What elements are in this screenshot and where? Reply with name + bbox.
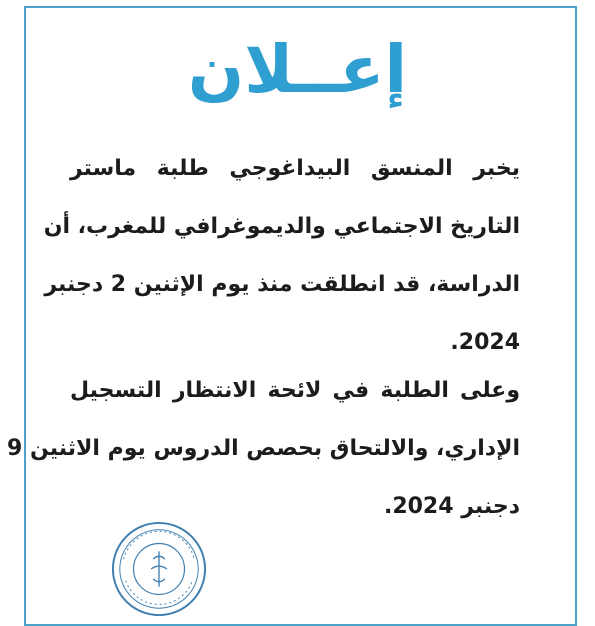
- paragraph-start-of-studies: [43, 140, 520, 372]
- institution-seal-icon: [110, 520, 208, 618]
- text-line: دجنبر 2024.: [383, 494, 520, 519]
- text-line: وعلى الطلبة في لائحة الانتظار التسجيل: [70, 378, 520, 403]
- text-line: يخبر المنسق البيداغوجي طلبة ماستر: [70, 156, 520, 181]
- text-line: الإداري، والالتحاق بحصص الدروس يوم الاثنين 9: [7, 436, 520, 461]
- announcement-title: إعــلان: [187, 31, 408, 108]
- text-line: الدراسة، قد انطلقت منذ يوم الإثنين 2 دجنبر: [44, 272, 520, 297]
- paragraph-waiting-list: [7, 362, 520, 536]
- text-line: 2024.: [450, 330, 520, 355]
- text-line: التاريخ الاجتماعي والديموغرافي للمغرب، أن: [43, 214, 520, 239]
